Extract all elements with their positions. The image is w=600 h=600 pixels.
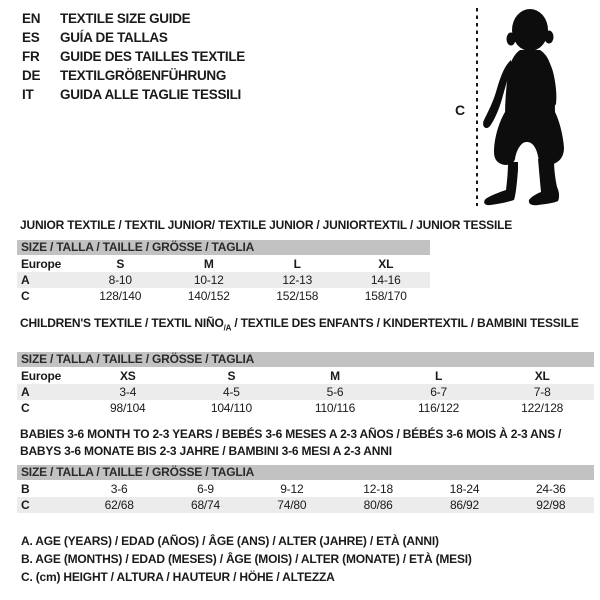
table-row — [17, 497, 594, 513]
size-cell: XL — [378, 257, 394, 271]
lang-row-en — [22, 9, 245, 28]
value-cell: 6-7 — [430, 385, 447, 400]
size-cell: M — [330, 369, 340, 384]
value-cell: 68/74 — [190, 498, 220, 512]
table-row — [17, 368, 594, 384]
lang-code: EN — [22, 11, 41, 26]
value-cell: 3-6 — [110, 482, 128, 496]
legend-b: B. AGE (MONTHS) / EDAD (MESES) / ÂGE (MOIS) / ALTER (MONATE) / ETÀ (MESI) — [21, 552, 472, 566]
size-cell: L — [293, 257, 301, 271]
value-cell: 9-12 — [280, 482, 304, 496]
table-row — [17, 400, 594, 416]
title-line-2: BABYS 3-6 MONATE BIS 2-3 JAHRE / BAMBINI 3-6 MESI A 2-3 ANNI — [20, 444, 392, 458]
legend-a: A. AGE (YEARS) / EDAD (AÑOS) / ÂGE (ANS) / ALTER (JAHRE) / ETÀ (ANNI) — [21, 534, 439, 548]
table-row — [17, 288, 430, 304]
row-label: C — [21, 401, 30, 416]
row-label: B — [21, 482, 30, 496]
lang-code: FR — [22, 49, 40, 64]
row-label: Europe — [21, 369, 62, 384]
size-header-bar: SIZE / TALLA / TAILLE / GRÖSSE / TAGLIA — [17, 240, 430, 255]
childrens-textile-table — [17, 317, 594, 416]
value-cell: 62/68 — [104, 498, 134, 512]
title-text: CHILDREN'S TEXTILE / TEXTIL NIÑO — [20, 316, 224, 330]
title-line-1: BABIES 3-6 MONTH TO 2-3 YEARS / BEBÉS 3-6 MESES A 2-3 AÑOS / BÉBÉS 3-6 MOIS À 2-3 ANS / — [20, 427, 562, 441]
junior-textile-table — [17, 218, 513, 304]
lang-title: GUIDE DES TAILLES TEXTILE — [60, 49, 246, 64]
value-cell: 5-6 — [326, 385, 344, 400]
baby-silhouette-icon — [480, 6, 598, 208]
lang-row-fr — [22, 47, 245, 66]
measurement-legend — [17, 535, 472, 589]
legend-c: C. (cm) HEIGHT / ALTURA / HAUTEUR / HÖHE / ALTEZZA — [21, 570, 335, 584]
junior-table-title: JUNIOR TEXTILE / TEXTIL JUNIOR/ TEXTILE JUNIOR / JUNIORTEXTIL / JUNIOR TESSILE — [20, 218, 513, 232]
value-cell: 128/140 — [99, 289, 142, 303]
value-cell: 7-8 — [533, 385, 551, 400]
value-cell: 18-24 — [449, 482, 480, 496]
value-cell: 116/122 — [418, 401, 460, 416]
value-cell: 122/128 — [521, 401, 564, 416]
value-cell: 152/158 — [276, 289, 319, 303]
height-measure-label: C — [455, 102, 466, 118]
value-cell: 158/170 — [364, 289, 407, 303]
babies-textile-table — [17, 426, 594, 513]
lang-code: DE — [22, 68, 41, 83]
value-cell: 10-12 — [193, 273, 224, 287]
row-label: A — [21, 385, 30, 400]
value-cell: 6-9 — [197, 482, 214, 496]
table-row — [17, 272, 430, 288]
value-cell: 86/92 — [449, 498, 479, 512]
height-measure-dashed-line — [476, 8, 478, 206]
value-cell: 110/116 — [314, 401, 356, 416]
value-cell: 140/152 — [187, 289, 230, 303]
lang-code: IT — [22, 87, 34, 102]
size-cell: XL — [534, 369, 550, 384]
childrens-table-title — [17, 317, 594, 334]
lang-title: GUIDA ALLE TAGLIE TESSILI — [60, 87, 241, 102]
value-cell: 74/80 — [277, 498, 307, 512]
value-cell: 8-10 — [108, 273, 132, 287]
language-title-block — [22, 9, 245, 104]
table-row — [17, 256, 430, 272]
lang-title: TEXTILGRÖßENFÜHRUNG — [60, 68, 227, 83]
lang-row-de — [22, 66, 245, 85]
lang-row-es — [22, 28, 245, 47]
lang-title: GUÍA DE TALLAS — [60, 30, 168, 45]
value-cell: 12-13 — [282, 273, 313, 287]
row-label: C — [21, 289, 30, 303]
value-cell: 24-36 — [535, 482, 566, 496]
table-row — [17, 481, 594, 497]
row-label: A — [21, 273, 30, 287]
title-subscript: /A — [223, 323, 232, 333]
size-header-bar: SIZE / TALLA / TAILLE / GRÖSSE / TAGLIA — [17, 465, 594, 480]
size-header-bar: SIZE / TALLA / TAILLE / GRÖSSE / TAGLIA — [17, 352, 594, 367]
size-cell: M — [203, 257, 214, 271]
value-cell: 104/110 — [210, 401, 252, 416]
row-label: Europe — [21, 257, 62, 271]
row-label: C — [21, 498, 30, 512]
table-row — [17, 384, 594, 400]
value-cell: 14-16 — [370, 273, 401, 287]
value-cell: 92/98 — [536, 498, 566, 512]
size-cell: S — [116, 257, 125, 271]
size-cell: XS — [119, 369, 136, 384]
size-cell: L — [435, 369, 443, 384]
title-text: / TEXTILE DES ENFANTS / KINDERTEXTIL / BAMBINI TESSILE — [231, 316, 579, 330]
lang-title: TEXTILE SIZE GUIDE — [60, 11, 191, 26]
value-cell: 98/104 — [110, 401, 146, 416]
value-cell: 80/86 — [363, 498, 393, 512]
babies-table-title — [17, 426, 594, 460]
value-cell: 3-4 — [119, 385, 137, 400]
lang-row-it — [22, 85, 245, 104]
value-cell: 4-5 — [223, 385, 240, 400]
size-cell: S — [227, 369, 236, 384]
value-cell: 12-18 — [363, 482, 393, 496]
lang-code: ES — [22, 30, 40, 45]
